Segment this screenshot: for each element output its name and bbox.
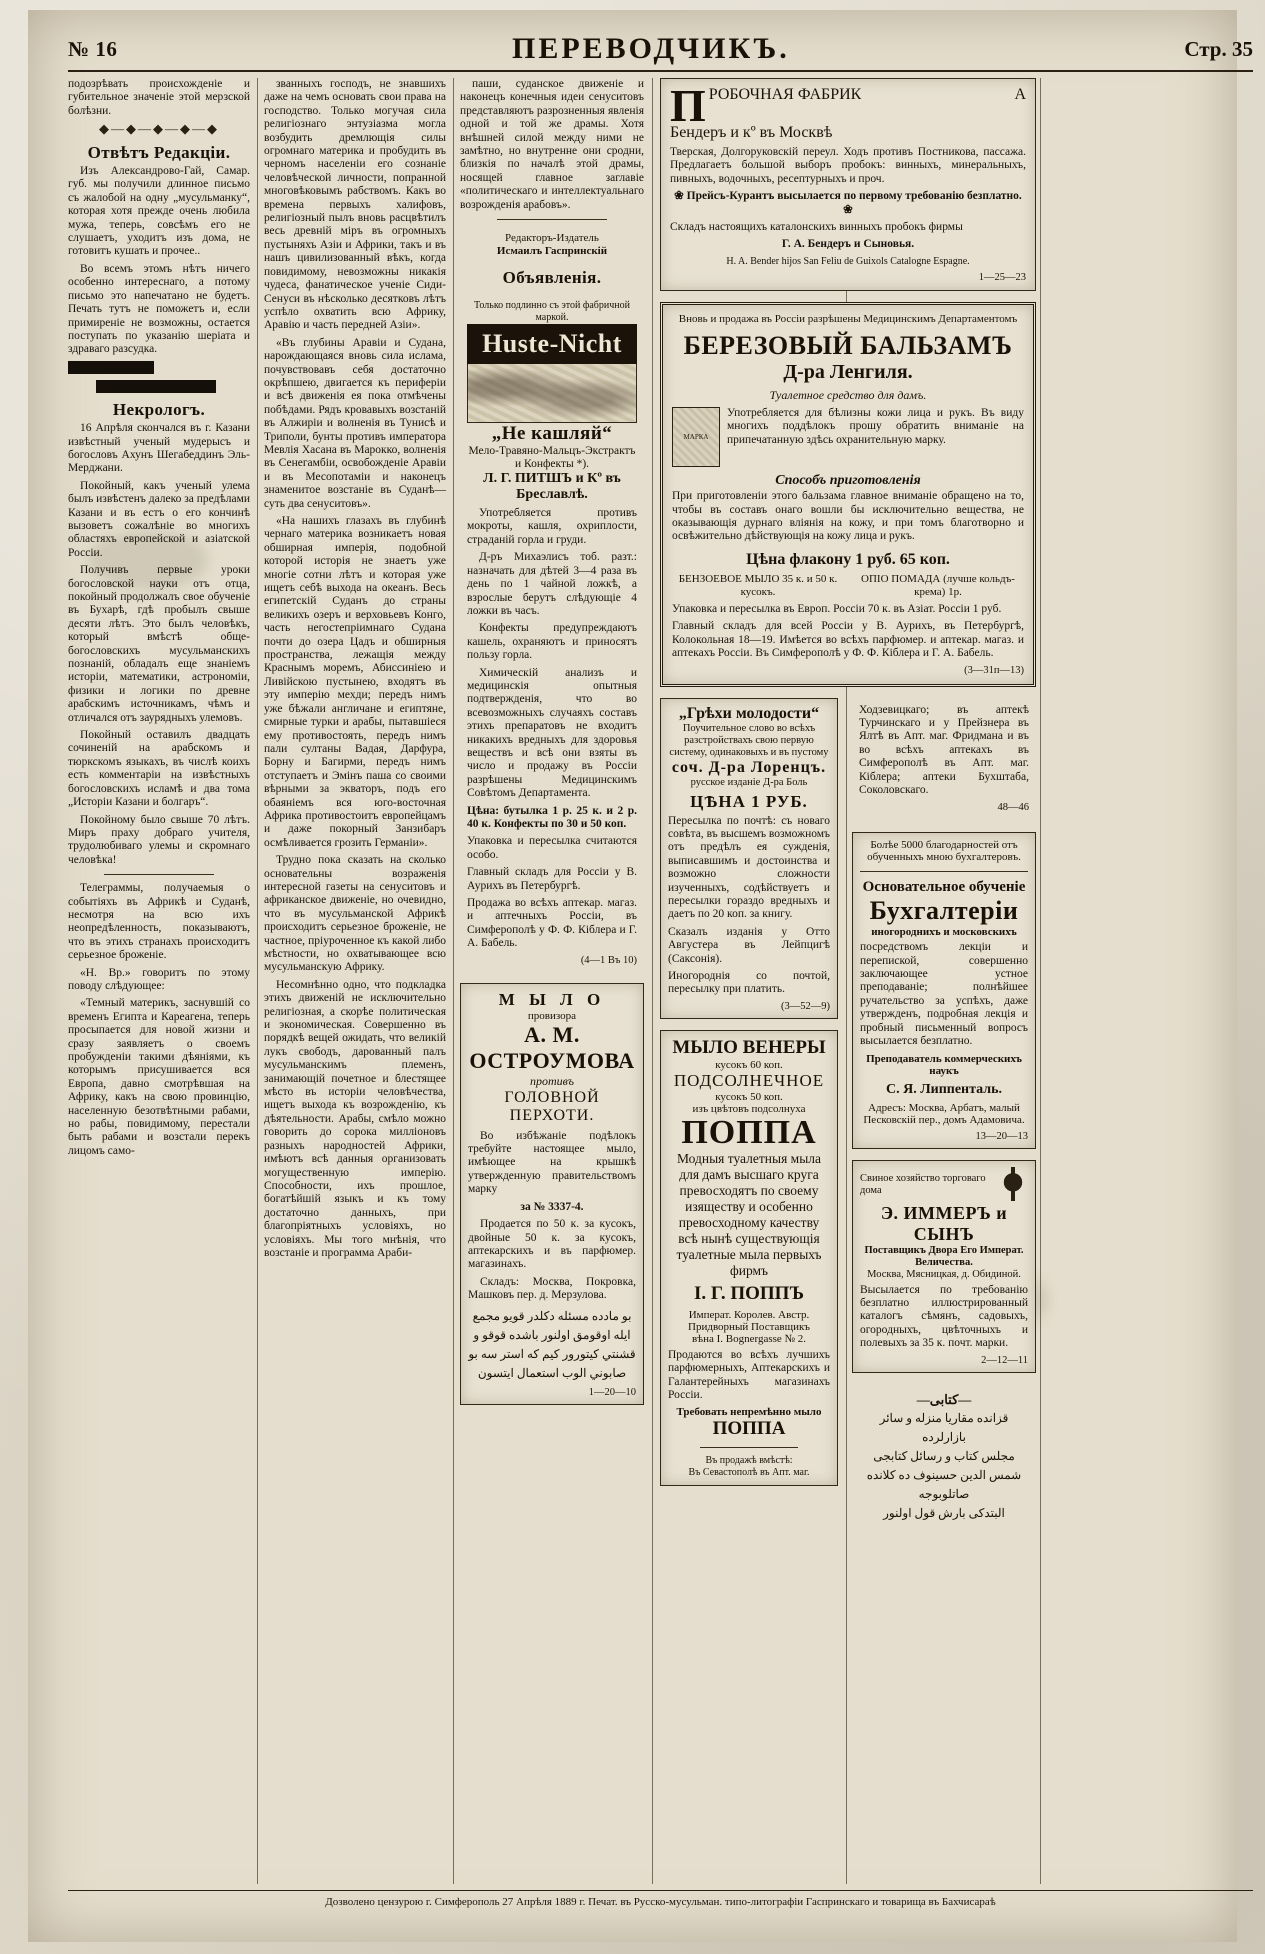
section-heading-obituary: Некрологъ. xyxy=(112,399,206,419)
ad-title: М Ы Л О xyxy=(498,989,606,1009)
ad-reference-number: 1—20—10 xyxy=(588,1386,636,1398)
ad-company: Э. ИММЕРЪ и СЫНЪ xyxy=(880,1202,1008,1244)
ad-company-foreign: H. A. Bender hijos San Feliu de Guixols Catalogne Espagne. xyxy=(726,255,970,267)
ad-paragraph: При приготовленіи этого бальзама главное вниманіе обращено на то, чтобы въ составъ онаго вошли бы исключительно вещества, не оказывающія дурнаго вліянія на кожу, и при томъ благотворно и освѣжительно дѣйствующія на кожу лица и рукъ. xyxy=(672,490,1024,543)
ad-paragraph: Употребляется для бѣлизны кожи лица и рукъ. Въ виду многихъ поддѣлокъ прошу обратить вниманіе на припечатанную здѣсь охранительную марку. xyxy=(727,406,1024,446)
ad-paragraph: Складъ настоящихъ каталонскихъ винныхъ пробокъ фирмы xyxy=(670,221,963,234)
ad-paragraph: Химическій анализъ и медицинскія опытныя подтвержденія, что во всевозможныхъ случаяхъ составъ этихъ препаратовъ не входитъ никакихъ вредныхъ для здоровья веществъ и всѣ они взяты въ число и продажу въ Россіи разрѣшены Медицинскимъ Совѣтомъ Департамента. xyxy=(467,666,637,800)
ad-line: провизора xyxy=(527,1009,577,1022)
obituary-paragraph: Покойному было свыше 70 лѣтъ. Миръ праху добраго учителя, трудолюбиваго улемы и скромнаго человѣка! xyxy=(68,813,250,866)
ad-company-signature: Г. А. Бендеръ и Сыновья. xyxy=(781,238,915,251)
column-1 xyxy=(68,78,250,1884)
ad-supplier-title: Поставщикъ Двора Его Императ. Величества. xyxy=(864,1244,1024,1268)
ad-immer-seeds[interactable] xyxy=(852,1160,1036,1373)
ad-call-to-action: Требовать непремѣнно мыло xyxy=(676,1406,822,1419)
ad-depot: Главный складъ для Россіи у В. Аурихъ въ Петербургѣ. xyxy=(467,866,637,892)
ad-paragraph: Продается по 50 к. за кусокъ, двойные 50 к. за кусокъ, аптекарскихъ и въ парфюмер. магазинахъ. xyxy=(468,1218,636,1271)
ad-paragraph: Конфекты предупреждаютъ кашель, охраняютъ и приносятъ пользу горла. xyxy=(467,622,637,662)
ad-title: БЕРЕЗОВЫЙ БАЛЬЗАМЪ xyxy=(683,330,1013,360)
article-paragraph: Трудно пока сказать на сколько основательны возраженія интересной газеты на сенуситовъ и африканское движеніе, но очевидно, что въ мусульманской Африкѣ происходитъ серьезное броженіе, не частное, пріуроченное къ какой либо мѣстности, но охватывающее всю мусульманскую Африку. xyxy=(264,854,446,974)
ad-title: „Грѣхи молодости“ xyxy=(678,704,820,722)
ad-arabic-heading: —كتابى— xyxy=(916,1391,972,1407)
article-paragraph: «На нашихъ глазахъ въ глубинѣ чернаго материка возникаетъ новая обширная имперія, подобной которой исторія не знаетъ уже многіе сотни лѣтъ и которая уже ищетъ себѣ выхода на океанъ. Весь египетскій Суданъ до страны великихъ озеръ и верховьевъ Конго, часть негостепріимнаго Судана почти до озера Цадъ и обширныя пространства, лежащія между Краснымъ моремъ, Абиссиніею и Ливійскою пустынею, входятъ въ эту имперію мехди; передъ нимъ уже бѣжали англичане и египтяне, смирные турки и арабы, пытавшіеся ему противостоять, передъ нимъ пали султаны Вадая, Дарфура, Борну и Багирми, передъ нимъ отступаетъ и Эмінъ паша со своими вѣрными за экваторъ, подъ его обаяніемъ вся юго-восточная Африка противостоитъ европейцамъ и даже покорный Занзибаръ осмѣливается грозить Германіи». xyxy=(264,515,446,849)
manufacturer: Л. Г. ПИТШЪ и Кº въ Бреславлѣ. xyxy=(483,471,621,503)
ad-line: противъ xyxy=(530,1073,574,1088)
ad-teacher-name: С. Я. Липпенталь. xyxy=(885,1081,1003,1097)
ad-bookkeeping-course[interactable] xyxy=(852,832,1036,1149)
ad-reference-number: (3—52—9) xyxy=(781,1000,830,1012)
ad-pricelist-note: ❀ Прейсъ-Курантъ высылается по первому требованію безплатно. ❀ xyxy=(674,190,1022,216)
brand-logotype: Huste-Nicht xyxy=(467,324,637,364)
ad-tagline: Туалетное средство для дамъ. xyxy=(769,387,927,402)
article-paragraph: званныхъ господъ, не знавшихъ даже на чемъ основать свои права на господство. Только могучая сила религіознаго энтузіазма могла возбудить дремлющія силы огромнаго материка и пробудить въ черномъ населеніи его сознаніе человѣческой личности, попранной многовѣковымъ рабствомъ. Какъ во времена первыхъ халифовъ, религіозный пылъ вновь расцвѣтилъ весь древній міръ въ огромныхъ пустыняхъ Азіи и Африки, такъ и въ нашъ цивилизованный вѣкъ, когда повидимому, невозможны никакія чудеса, фанатическое ученіе Сиди-Сенуси въ нѣсколько десятковъ лѣтъ успѣло охватить всю Африку, Аравію и часть передней Азіи». xyxy=(264,78,446,332)
reply-paragraph: Во всемъ этомъ нѣтъ ничего особенно интереснаго, а потому письмо это напечатано не будетъ. Печать тутъ не поможетъ и, если примиреніе не возможны, остается поступать по указанію шеріата и здраваго разсудка. xyxy=(68,262,250,356)
ad-price: Цѣна: бутылка 1 р. 25 к. и 2 р. 40 к. Конфекты по 30 и 50 коп. xyxy=(467,804,637,830)
ad-reference-number: (3—31п—13) xyxy=(964,664,1024,676)
brand-name: ПОППА xyxy=(712,1418,786,1440)
editor-role: Редакторъ-Издатель xyxy=(505,232,599,245)
ad-paragraph: Употребляется противъ мокроты, кашля, охриплости, страданій горла и груди. xyxy=(467,507,637,546)
ad-reference-number: 2—12—11 xyxy=(981,1354,1028,1366)
trademark-note: Только подлинно съ этой фабричной маркой. xyxy=(474,300,630,324)
ad-purpose: ГОЛОВНОЙ ПЕРХОТИ. xyxy=(504,1088,600,1124)
article-paragraph: «Въ глубины Аравіи и Судана, нарождающаяся вновь сила ислама, почувствовавъ себя достаточно окрѣпшею, двигается къ периферіи и всѣ движенія ея пока отмѣчены побѣдами. Рядъ кровавыхъ возстаній въ Алжиріи и волненія въ Тунисѣ и Триполи, бунты противъ императора Мевлія Хасана въ Марокко, волненія въ Сенегамбіи, освобожденіе Аравіи и въ Месопотаміи и наконецъ знаменитое возстаніе въ Суданѣ—суть два сенуситовъ». xyxy=(264,336,446,510)
ad-arabic-books[interactable] xyxy=(852,1384,1036,1529)
ad-company-type: Свиное хозяйство торговаго дома xyxy=(860,1172,986,1196)
obituary-paragraph: Получивъ первые уроки богословской науки отъ отца, покойный продолжалъ свое обученіе въ Бухарѣ, гдѣ пробылъ свыше десяти лѣтъ. Это былъ человѣкъ, который вмѣстѣ обще-богословскихъ мусульманскихъ познаній, обладалъ еще знаніемъ исторіи, математики, астрономіи, физики и логики по древне арабскимъ источникамъ, чѣмъ и отличался отъ заурядныхъ улемовъ. xyxy=(68,564,250,724)
ad-paragraph: посредствомъ лекціи и перепиской, совершенно заключающее устное преподаваніе; полнѣйшее ручательство за успѣхъ, даже утвержденъ, подробная лекція и пробный письменный вопросъ высылается безплатно. xyxy=(860,941,1028,1048)
ad-arabic-text: بو مادده مسئله دكلدر قويو مجمع ايله اوقومق اولنور باشده قوقو و قشنتي كيتورور كيم كه استر سه بو صابوني الوب استعمال ايتسون xyxy=(468,1308,636,1380)
section-rule xyxy=(860,871,1028,872)
ad-product-pomade: ОПІО ПОМАДА (лучше кольдъ-крема) 1р. xyxy=(861,572,1015,598)
ad-arabic-text: قزانده مقاريا منزله و سائر بازارلرده xyxy=(879,1410,1009,1444)
column-divider xyxy=(257,78,258,1884)
section-rule xyxy=(104,874,213,875)
telegram-paragraph: «Н. Вр.» говоритъ по этому поводу слѣдующее: xyxy=(68,966,250,992)
ad-paragraph: Ходзевицкаго; въ аптекѣ Турчинскаго и у Прейзнера въ Ялтѣ въ Апт. маг. Фридмана и въ во всѣхъ аптекахъ въ Симферополѣ въ Апт. маг. Кіблера; аптеки Бухштаба, Соколовскаго. xyxy=(859,703,1029,796)
column-divider xyxy=(453,78,454,1884)
censor-footer: Дозволено цензурою г. Симферополь 27 Апрѣля 1889 г. Печат. въ Русско-мусульман. типо-литографіи Гаспринскаго и товарища въ Бахчисараѣ xyxy=(325,1896,996,1908)
ad-huste-nicht[interactable] xyxy=(460,294,644,972)
ad-reference-number: 13—20—13 xyxy=(975,1130,1028,1142)
obituary-paragraph: Покойный, какъ ученый улема былъ извѣстенъ далеко за предѣлами Казани и въ естъ о его кончинѣ вызоветъ сожалѣніе во многихъ областяхъ европейской и азіатской Россіи. xyxy=(68,479,250,559)
article-paragraph: паши, суданское движеніе и наконецъ конечныя идеи сенуситовъ представляютъ разрозненныя явленія одной и той же драмы. Хотя внѣшней силой между ними не замѣтно, но внутренне они сродни, близкія по началѣ этой драмы, носящей главное заглавіе «политическаго и интеллектуальнаго возрожденія арабовъ». xyxy=(460,78,644,211)
ad-title: Бухгалтеріи xyxy=(869,895,1019,925)
ad-author: соч. Д-ра Лоренцъ. xyxy=(671,758,827,776)
ad-cork-factory[interactable] xyxy=(660,78,1036,291)
ad-product-soap: БЕНЗОЕВОЕ МЫЛО 35 к. и 50 к. кусокъ. xyxy=(678,572,838,598)
ad-supplier-title: Императ. Королев. Австр. Придворный Поставщикъ xyxy=(688,1308,810,1333)
ad-audience: иногороднихъ и московскихъ xyxy=(871,925,1017,938)
article-paragraph: Несомнѣнно одно, что подкладка этихъ движеній не исключительно религіозная, а скорѣе политическая и экономическая. Совершенно въ порядкѣ вещей ожидать, что великій лукъ свободъ, дарованный палъ мусульманскимъ племенъ, занимающій почетное и блестящее мѣсто въ исторіи человѣчества, ищетъ выхода къ возрожденію, къ дѣятельности. Арабы, смѣло можно говорить до сорока милліоновъ разныхъ народностей Африки, имѣютъ всѣ данныя организовать могущественную имперію. Способности, ихъ прошлое, богатѣйшій языкъ и къ тому достаточно данныхъ, при благопріятныхъ условіяхъ, но условіяхъ. Мы того мнѣнія, что возстаніе и программа Араби- xyxy=(264,978,446,1259)
editor-block xyxy=(460,232,644,258)
ad-paragraph: Пересылка по почтѣ: съ новаго совѣта, въ высшемъ возможномъ отъ предѣлъ ея сужденія, выписавшимъ и достоинства и возможно сложности изученныхъ, содѣйствуетъ и пересылки гораздо вредныхъ и даетъ по 20 коп. за книгу. xyxy=(668,814,830,921)
section-heading-advertisements: Объявленія. xyxy=(502,268,602,288)
page-number: Стр. 35 xyxy=(1184,36,1253,61)
ad-address: вѣна I. Bognergasse № 2. xyxy=(691,1332,807,1345)
ad-title-letter: А xyxy=(1014,86,1026,103)
column-grid xyxy=(68,78,1253,1884)
ad-birch-balsam[interactable] xyxy=(660,302,1036,687)
ad-paragraph: Модныя туалетныя мыла для дамъ высшаго круга превосходятъ по своему изяществу и особенно превосходному качеству всѣ нынѣ существующія туалетные мыла первыхъ фирмъ xyxy=(676,1150,822,1278)
editor-name: Исмаилъ Гаспринскій xyxy=(496,245,608,258)
ornament-divider: ◆—◆—◆—◆—◆ xyxy=(99,121,219,137)
ad-sins-of-youth[interactable] xyxy=(660,698,838,1019)
ad-paragraph: Высылается по требованію безплатно иллюстрированный каталогъ сѣмянъ, садовыхъ, огородныхъ, цвѣточныхъ и полевыхъ за 35 к. почт. марки. xyxy=(860,1283,1028,1350)
section-rule xyxy=(497,219,607,220)
ad-subtitle: Основательное обученіе xyxy=(862,878,1026,895)
ad-product: ПОДСОЛНЕЧНОЕ xyxy=(673,1070,825,1090)
ad-ingredient: изъ цвѣтовъ подсолнуха xyxy=(692,1102,806,1115)
ad-price: ЦѢНА 1 РУБ. xyxy=(690,791,808,811)
article-continuation: подозрѣвать происхожденіе и губительное значеніе этой мерзской болѣзни. xyxy=(68,78,250,117)
brand-name: А. М. ОСТРОУМОВА xyxy=(469,1021,635,1073)
obituary-paragraph: Покойный оставилъ двадцать сочиненій на арабскомъ и тюркскомъ языкахъ, въ числѣ коихъ есть комментаріи на извѣстныхъ богословскихъ исламѣ и два тома „Исторіи Казани и болгаръ“. xyxy=(68,729,250,809)
footer-rule xyxy=(68,1890,1253,1891)
telegram-paragraph: «Темный материкъ, заснувшій со временъ Египта и Кареагена, теперь просыпается для новой жизни и сразу заявляетъ о своемъ пробужденіи такими дѣяніями, къ которымъ присушивается вся Европа, давно смотрѣвшая на Африку, какъ на свою провинцію, населенную безотвѣтными рабами, но рабы, повидимому, перестали быть рабами и возстали перекъ лицомъ само- xyxy=(68,997,250,1157)
censored-bar xyxy=(96,380,216,393)
ad-pharmacies-list[interactable] xyxy=(852,698,1036,821)
ad-title: РОБОЧНАЯ ФАБРИК xyxy=(708,86,862,103)
imperial-crest-icon xyxy=(998,1167,1028,1201)
section-heading-reply: Отвѣтъ Редакціи. xyxy=(87,142,231,162)
ad-title: „Не кашляй“ xyxy=(491,423,613,445)
masthead xyxy=(68,26,1253,72)
column-2 xyxy=(264,78,446,1884)
ad-note: Въ продажѣ вмѣстѣ: xyxy=(705,1455,793,1467)
brand-logotype: ПОППА xyxy=(681,1113,817,1151)
obituary-paragraph: 16 Апрѣля скончался въ г. Казани извѣстный ученый мудерысъ и богословъ Ахунъ Шегабеддинъ Эль-Мерджани. xyxy=(68,422,250,475)
ad-venus-soap[interactable] xyxy=(660,1030,838,1487)
section-rule xyxy=(700,1447,797,1448)
masthead-rule xyxy=(68,70,1253,72)
telegram-paragraph: Телеграммы, получаемыя о событіяхъ въ Африкѣ и Суданѣ, несмотря на всю ихъ неопредѣленность, показываютъ, что въ этихъ странахъ происходитъ серьезное броженіе. xyxy=(68,882,250,962)
ad-price: кусокъ 60 коп. xyxy=(715,1058,783,1071)
issue-number: № 16 xyxy=(68,36,118,61)
ad-address: Адресъ: Москва, Арбатъ, малый Песковскій пер., домъ Адамовича. xyxy=(863,1101,1025,1126)
ad-shipping: Упаковка и пересылка считаются особо. xyxy=(467,835,637,861)
ad-price: кусокъ 50 коп. xyxy=(715,1090,783,1103)
ad-outlet: Въ Севастополѣ въ Апт. маг. xyxy=(688,1467,810,1479)
column-divider xyxy=(1040,78,1041,1884)
herb-illustration xyxy=(467,364,637,423)
ad-teacher-role: Преподаватель коммерческихъ наукъ xyxy=(866,1052,1022,1077)
reply-paragraph: Изъ Александрово-Гай, Самар. губ. мы получили длинное письмо съ жалобой на одну „мусульманку“, которая хотя прежде очень любила мужа, теперь, совсѣмъ его не слушаетъ, уходитъ изъ дома, не готовитъ кушать и прочее.. xyxy=(68,165,250,258)
ad-edition: русское изданіе Д-ра Боль xyxy=(690,776,808,788)
ad-depot: Продажа во всѣхъ аптекар. магаз. и аптечныхъ Россіи, въ Симферополѣ у Ф. Ф. Кіблера и Г. А. Бабель. xyxy=(467,897,637,950)
ad-paragraph: Во избѣжаніе подѣлокъ требуйте настоящее мыло, имѣющее на крышкѣ утвержденную правительствомъ марку xyxy=(468,1129,636,1196)
ad-testimonial: Болѣе 5000 благодарностей отъ обученныхъ мною бухгалтеровъ. xyxy=(867,838,1021,864)
ad-title: МЫЛО ВЕНЕРЫ xyxy=(672,1036,826,1058)
ad-shipping: Упаковка и пересылка въ Европ. Россіи 70 к. въ Азіат. Россіи 1 руб. xyxy=(672,602,1002,615)
trademark-seal-icon: МАРКА xyxy=(672,407,720,467)
ad-subtitle: Поучительное слово во всѣхъ разстройствахъ свою первую систему, одинаковыхъ и въ пустому xyxy=(669,722,829,758)
drop-cap: П xyxy=(670,80,706,131)
ad-subheading: Способъ приготовленія xyxy=(775,472,921,488)
ad-company: Бендеръ и кº въ Москвѣ xyxy=(670,124,833,141)
ad-arabic-text: البتدكى بارش قول اولنور xyxy=(883,1505,1005,1520)
column-3 xyxy=(460,78,644,1884)
ad-publisher: Сказалъ изданія у Отто Августера въ Лейпцигѣ (Саксонія). xyxy=(668,925,830,965)
censored-bar xyxy=(68,361,154,374)
ad-paragraph: Тверская, Долгоруковскій переул. Ходъ противъ Постникова, пассажа. Предлагаетъ большой выборъ пробокъ: винныхъ, минеральныхъ, пивныхъ, водочныхъ, ресептурныхъ и проч. xyxy=(670,146,1026,185)
column-6 xyxy=(852,698,1036,1540)
ad-subtitle: Мело-Травяно-Мальцъ-Экстрактъ и Конфекты *). xyxy=(468,445,636,471)
ad-paragraph: Д-ръ Михаэлисъ тоб. разт.: назначать для дѣтей 3—4 раза въ день по 1 чайной ложкѣ, а взрослые берутъ слѣдующіе 4 ложки въ часъ. xyxy=(467,551,637,617)
column-4 xyxy=(660,78,1036,1884)
ad-ostroumov-soap[interactable] xyxy=(460,983,644,1405)
ad-shipping: Иногороднія со почтой, пересылку при платить. xyxy=(668,969,830,996)
ad-reference-number: 1—25—23 xyxy=(978,271,1026,283)
ad-trademark-number: за № 3337-4. xyxy=(520,1200,584,1213)
ad-price: Цѣна флакону 1 руб. 65 коп. xyxy=(746,550,950,568)
paper-sheet xyxy=(28,10,1253,1942)
ad-company: І. Г. ПОППЪ xyxy=(694,1282,804,1304)
newspaper-title: ПЕРЕВОДЧИКЪ. xyxy=(511,32,790,65)
ad-reference-number: 48—46 xyxy=(997,802,1029,814)
ad-address: Москва, Мясницкая, д. Обидиной. xyxy=(867,1268,1021,1280)
ad-paragraph: Продаются во всѣхъ лучшихъ парфюмерныхъ, Аптекарскихъ и Галантерейныхъ магазинахъ Россіи. xyxy=(668,1348,830,1401)
ad-permit-note: Вновь и продажа въ Россіи разрѣшены Медицинскимъ Департаментомъ xyxy=(678,312,1018,325)
ad-reference-number: (4—1 Въ 10) xyxy=(580,954,637,966)
column-divider xyxy=(652,78,653,1884)
ad-depot: Складъ: Москва, Покровка, Машковъ пер. д. Мерзулова. xyxy=(468,1275,636,1302)
ad-doctor: Д-ра Ленгиля. xyxy=(783,360,913,383)
ad-arabic-text: مجلس كتاب و رسائل كتابجى شمس الدين حسينوف ده كلانده صاتلوبوجه xyxy=(866,1448,1022,1501)
ad-depot: Главный складъ для всей Россіи у В. Аурихъ, въ Петербургѣ, Колокольная 18—19. Имѣется во всѣхъ парфюмер. и аптекар. магаз. и аптекахъ Россіи. Въ Симферополѣ у Ф. Ф. Кіблера и Г. А. Бабель. xyxy=(672,620,1024,660)
